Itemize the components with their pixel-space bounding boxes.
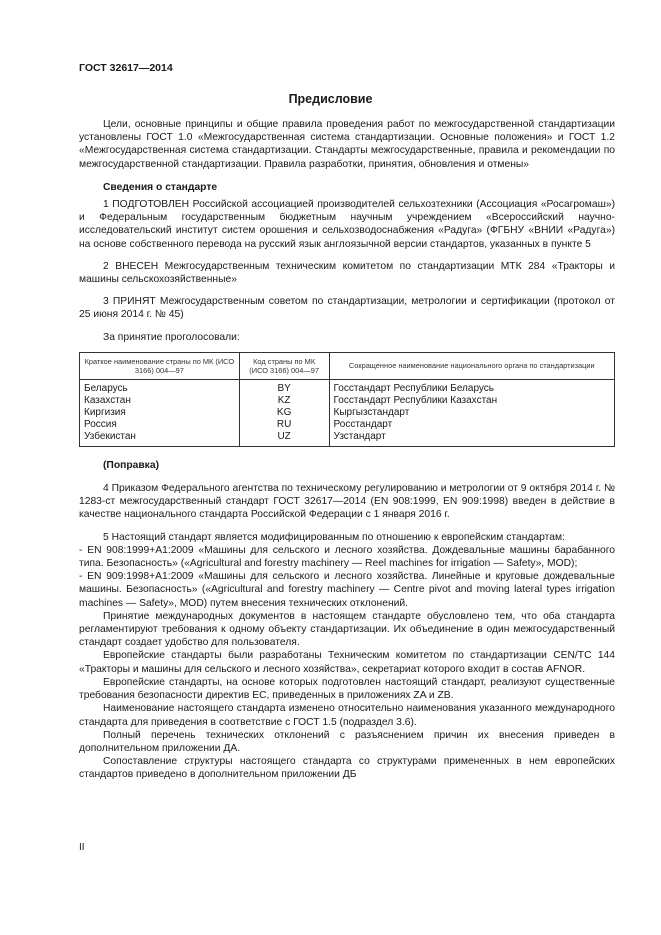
body-paragraph-3: Европейские стандарты, на основе которых подготовлен настоящий стандарт, реализуют существенные требования безопасности директив ЕС, приведенных в приложениях ZA и ZB. — [79, 676, 615, 702]
amendment-heading: (Поправка) — [103, 459, 159, 471]
vote-label: За принятие проголосовали: — [103, 331, 240, 343]
country-cell: Казахстан — [80, 395, 240, 407]
country-cell: Киргизия — [80, 407, 240, 419]
code-cell: KG — [239, 407, 329, 419]
code-cell: BY — [239, 379, 329, 395]
body-paragraph-6: Сопоставление структуры настоящего стандарта со структурами примененных в нем европейских стандартов приведено в дополнительном приложении ДБ — [79, 756, 615, 781]
table-row — [80, 379, 615, 395]
country-cell: Беларусь — [80, 379, 240, 395]
body-paragraph-5: Полный перечень технических отклонений с разъяснением причин их внесения приведен в дополнительном приложении ДА. — [79, 729, 615, 754]
item-5-line-2: - EN 909:1998+A1:2009 «Машины для сельского и лесного хозяйства. Линейные и круговые дождевальные машины. Безопасность» («Agricultural and forestry machinery — Centre pivot and moving lateral types irrigation machines — Safety», MOD) путем внесения технических отклонений. — [79, 571, 615, 609]
body-paragraph-1: Принятие международных документов в настоящем стандарте обусловлено тем, что оба стандарта регламентируют требования к одному объекту стандартизации. Их объединение в один межгосударственный стандарт создает удобство для пользователя. — [79, 610, 615, 649]
body-paragraph-4: Наименование настоящего стандарта изменено относительно наименования указанного международного стандарта для приведения в соответствие с ГОСТ 1.5 (подраздел 3.6). — [79, 703, 615, 728]
code-cell: KZ — [239, 395, 329, 407]
table-row — [80, 419, 615, 431]
code-cell: UZ — [239, 431, 329, 447]
body-cell: Росстандарт — [329, 419, 614, 431]
item-2-paragraph: 2 ВНЕСЕН Межгосударственным техническим комитетом по стандартизации МТК 284 «Тракторы и машины сельскохозяйственные» — [79, 260, 615, 286]
item-3-paragraph: 3 ПРИНЯТ Межгосударственным советом по стандартизации, метрологии и сертификации (протокол от 25 июня 2014 г. № 45) — [79, 296, 615, 321]
code-cell: RU — [239, 419, 329, 431]
page-title: Предисловие — [288, 92, 373, 106]
body-paragraph-2: Европейские стандарты были разработаны Техническим комитетом по стандартизации CEN/TC 144 «Тракторы и машины для сельского и лесного хозяйства», секретариат которого входит в состав AFNOR. — [79, 650, 615, 675]
table-row — [80, 395, 615, 407]
country-cell: Узбекистан — [80, 431, 240, 447]
item-4-paragraph: 4 Приказом Федерального агентства по техническому регулированию и метрологии от 9 октября 2014 г. № 1283-ст межгосударственный стандарт ГОСТ 32617—2014 (EN 908:1999, EN 909:1998) введен в действие в качестве национального стандарта Российской Федерации с 1 января 2016 г. — [79, 483, 615, 521]
item-5-paragraph: 5 Настоящий стандарт является модифицированным по отношению к европейским стандартам: — [103, 531, 565, 543]
table-header-country: Краткое наименование страны по МК (ИСО 3166) 004—97 — [80, 352, 240, 379]
body-cell: Кыргызстандарт — [329, 407, 614, 419]
body-cell: Узстандарт — [329, 431, 614, 447]
table-header-code: Код страны по МК (ИСО 3166) 004—97 — [239, 352, 329, 379]
body-cell: Госстандарт Республики Беларусь — [329, 379, 614, 395]
body-cell: Госстандарт Республики Казахстан — [329, 395, 614, 407]
intro-paragraph: Цели, основные принципы и общие правила проведения работ по межгосударственной стандартизации установлены ГОСТ 1.0 «Межгосударственная система стандартизации. Основные положения» и ГОСТ 1.2 «Межгосударственная система стандартизации. Стандарты межгосударственные, правила и рекомендации по межгосударственной стандартизации. Правила разработки, принятия, обновления и отмены» — [79, 119, 615, 170]
table-row — [80, 407, 615, 419]
table-header-body: Сокращенное наименование национального органа по стандартизации — [329, 352, 614, 379]
item-5-line-1: - EN 908:1999+A1:2009 «Машины для сельского и лесного хозяйства. Дождевальные машины барабанного типа. Безопасность» («Agricultural and forestry machinery — Reel machines for irrigation — Safety», MOD); — [79, 544, 615, 570]
document-code: ГОСТ 32617—2014 — [79, 62, 173, 74]
preface-content — [79, 118, 615, 782]
voting-table — [79, 352, 615, 447]
page-number: II — [79, 842, 85, 853]
table-row — [80, 431, 615, 447]
country-cell: Россия — [80, 419, 240, 431]
about-heading: Сведения о стандарте — [103, 181, 218, 193]
item-1-paragraph: 1 ПОДГОТОВЛЕН Российской ассоциацией производителей сельхозтехники (Ассоциация «Росагромаш») и Федеральным государственным бюджетным научным учреждением «Всероссийский научно-исследовательский институт систем орошения и сельхозводоснабжения «Радуга» (ФГБНУ «ВНИИ «Радуга») на основе собственного перевода на русский язык англоязычной версии стандартов, указанных в пункте 5 — [79, 199, 615, 250]
